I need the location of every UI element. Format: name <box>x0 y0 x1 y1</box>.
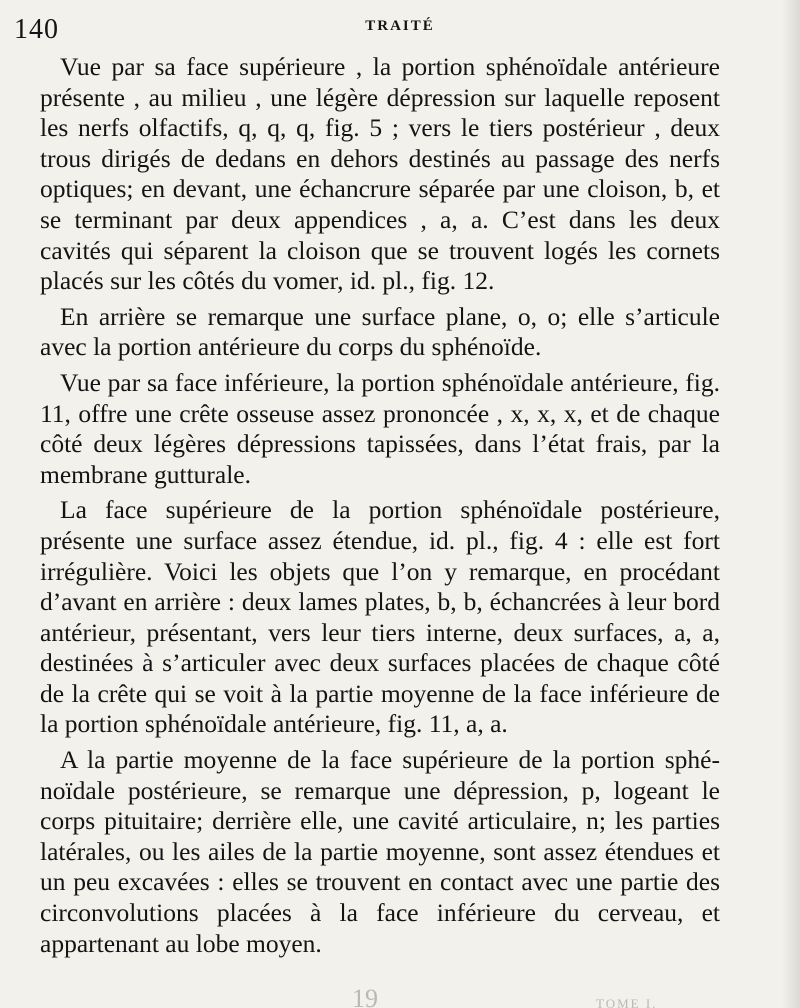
page-edge-shadow <box>782 0 800 1008</box>
paragraph: Vue par sa face inférieure, la portion sphénoïdale antérieure, fig. 11, offre une crête osseuse assez prononcée , x, x, x, et de chaque côté deux légères dépressions tapissées, dans l’état frais, par la membrane gutturale. <box>40 367 720 489</box>
body-text <box>40 52 720 959</box>
paragraph: A la partie moyenne de la face supérieure de la portion sphénoïdale postérieure, se remarque une dépression, p, logeant le corps pituitaire; derrière elle, une cavité articulaire, n; les parties latérales, ou les ailes de la partie moyenne, sont assez étendues et un peu excavées : elles se trouvent en contact avec une partie des circonvolutions placées à la face inférieure du cerveau, et appartenant au lobe moyen. <box>40 745 720 958</box>
tome-label: TOME I. <box>596 996 658 1008</box>
running-head: TRAITÉ <box>365 18 435 34</box>
page-number: 140 <box>14 14 59 45</box>
paragraph: La face supérieure de la portion sphénoïdale postérieure, présente une surface assez étendue, id. pl., fig. 4 : elle est fort irrégulière. Voici les objets que l’on y remarque, en procédant d’avant en arrière : deux lames plates, b, b, échancrées à leur bord antérieur, présentant, vers leur tiers interne, deux surfaces, a, a, destinées à s’articuler avec deux surfaces placées de chaque côté de la crête qui se voit à la partie moyenne de la face inférieure de la portion sphénoïdale antérieure, fig. 11, a, a. <box>40 495 720 739</box>
paragraph: En arrière se remarque une surface plane, o, o; elle s’articule avec la portion antérieure du corps du sphénoïde. <box>40 301 720 362</box>
paragraph: Vue par sa face supérieure , la portion sphénoïdale antérieure présente , au milieu , une légère dépression sur laquelle reposent les nerfs olfactifs, q, q, q, fig. 5 ; vers le tiers postérieur , deux trous dirigés de dedans en dehors destinés au passage des nerfs optiques; en devant, une échancrure séparée par une cloison, b, et se terminant par deux appendices , a, a. C’est dans les deux cavités qui séparent la cloison que se trouvent logés les cornets placés sur les côtés du vomer, id. pl., fig. 12. <box>40 52 720 296</box>
signature-mark: 19 <box>352 984 378 1008</box>
